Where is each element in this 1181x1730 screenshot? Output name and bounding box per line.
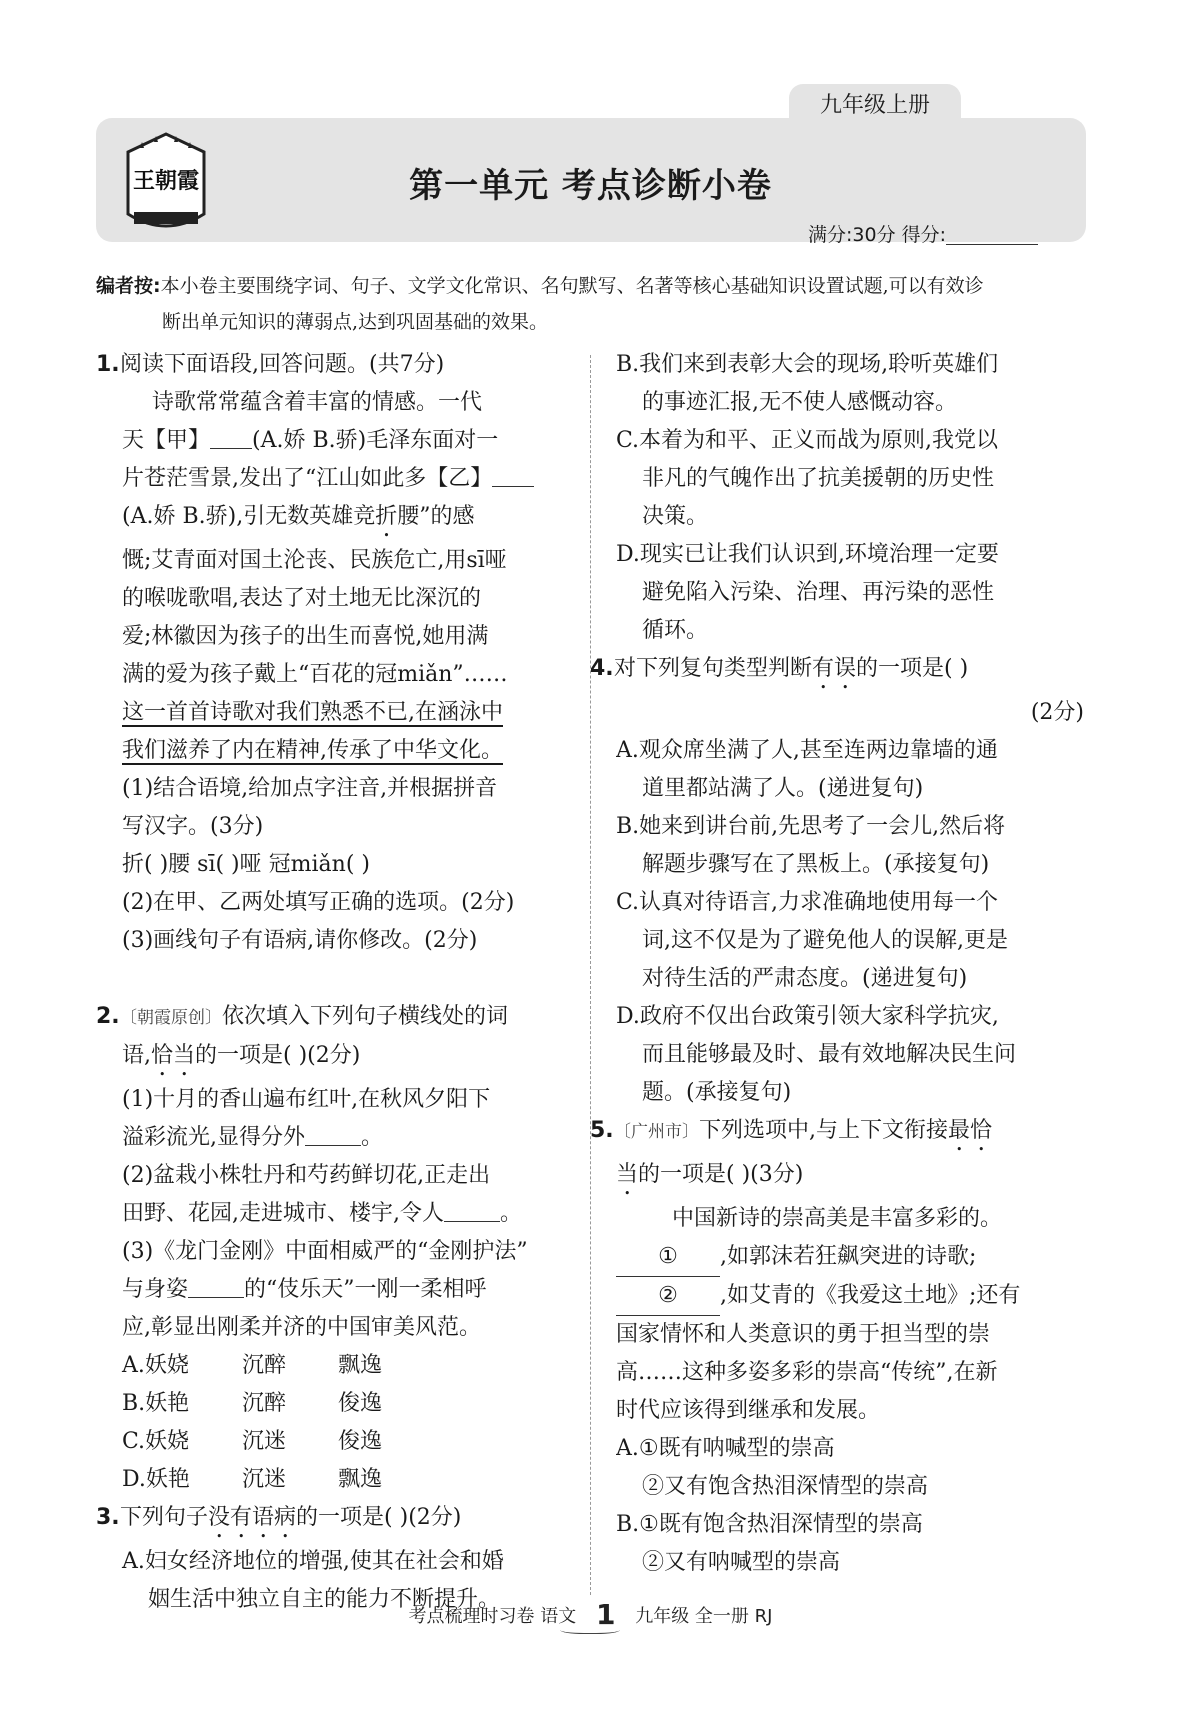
score-blank[interactable] <box>946 225 1038 245</box>
editor-note-line1: 本小卷主要围绕字词、句子、文学文化常识、名句默写、名著等核心基础知识设置试题,可以有效诊 <box>160 275 984 297</box>
option-word: 飘逸 <box>338 1467 383 1492</box>
text: 下列选项中,与上下文衔接 <box>699 1118 948 1143</box>
question-1-prompt <box>96 346 576 384</box>
emphasis-char: 最恰 <box>948 1118 993 1143</box>
q2-sentence: (3)《龙门金刚》中面相威严的“金刚护法” <box>122 1239 528 1264</box>
answer-blank-yi[interactable] <box>492 461 534 487</box>
logo-text: 王朝霞 <box>132 168 200 194</box>
q4-option-b[interactable]: B.她来到讲台前,先思考了一会儿,然后将 <box>616 814 1006 839</box>
question-3-prompt <box>96 1499 576 1543</box>
book-icon <box>560 1624 620 1634</box>
q1-underlined-line <box>96 732 576 770</box>
question-2-prompt <box>96 998 576 1037</box>
q5-passage-line <box>616 1238 1090 1277</box>
q1-sub1-blanks[interactable]: 折( )腰 sī( )哑 冠miǎn( ) <box>122 852 370 877</box>
q3-option-b-cont: 的事迹汇报,无不使人感慨动容。 <box>642 390 957 415</box>
text: 片苍茫雪景,发出了“江山如此多【乙】 <box>122 466 493 491</box>
option-word: 沉醉 <box>242 1353 287 1378</box>
q4-option-b-cont: 解题步骤写在了黑板上。(承接复句) <box>642 852 990 877</box>
q3-option-b[interactable]: B.我们来到表彰大会的现场,聆听英雄们 <box>616 352 999 377</box>
q2-option-d[interactable] <box>96 1461 576 1499</box>
text: 腰”的感 <box>397 504 475 529</box>
text: 的一项是( )(3分) <box>638 1162 804 1187</box>
emphasis-char: 有误 <box>812 656 857 681</box>
option-word: 俊逸 <box>338 1429 383 1454</box>
q4-option-c-cont: 对待生活的严肃态度。(递进复句) <box>642 966 968 991</box>
q3-option-c-cont: 决策。 <box>642 504 709 529</box>
text: 的一项是( )(2分) <box>195 1043 361 1068</box>
text: ,如艾青的《我爱这土地》;还有 <box>720 1283 1021 1308</box>
footer-right: 九年级 全一册 RJ <box>635 1606 773 1627</box>
q4-option-c-cont: 词,这不仅是为了避免他人的误解,更是 <box>642 928 1008 953</box>
q1-sub1: 写汉字。(3分) <box>122 814 264 839</box>
q4-option-d[interactable]: D.政府不仅出台政策引领大家科学抗灾, <box>616 1004 999 1029</box>
q2-prompt-line <box>96 1037 576 1081</box>
q1-underlined-line <box>96 694 576 732</box>
q5-option-a-cont: ②又有饱含热泪深情型的崇高 <box>642 1474 929 1499</box>
answer-blank[interactable] <box>305 1120 361 1146</box>
q3-option-a-cont: 姻生活中独立自主的能力不断提升。 <box>148 1587 501 1612</box>
option-label: B.妖艳 <box>122 1391 190 1416</box>
editor-note-label: 编者按: <box>96 275 161 297</box>
q2-sentence: (2)盆栽小株牡丹和芍药鲜切花,正走出 <box>122 1163 491 1188</box>
q5-option-a[interactable]: A.①既有呐喊型的崇高 <box>616 1436 835 1461</box>
q1-passage-line <box>96 422 576 460</box>
q2-sentence <box>96 1119 576 1157</box>
q3-option-a[interactable]: A.妇女经济地位的增强,使其在社会和婚 <box>122 1549 504 1574</box>
q2-sentence: (1)十月的香山遍布红叶,在秋风夕阳下 <box>122 1087 491 1112</box>
q2-sentence: 应,彰显出刚柔并济的中国审美风范。 <box>122 1315 481 1340</box>
q2-option-a[interactable] <box>96 1347 576 1385</box>
text: 天【甲】 <box>122 428 211 453</box>
source-tag: 〔朝霞原创〕 <box>120 1008 222 1028</box>
emphasis-char: 当 <box>616 1162 639 1187</box>
q1-passage-line <box>96 460 576 498</box>
q3-option-d-cont: 避免陷入污染、治理、再污染的恶性 <box>642 580 995 605</box>
q2-option-b[interactable] <box>96 1385 576 1423</box>
option-label: C.妖娆 <box>122 1429 190 1454</box>
underlined-text: 我们滋养了内在精神,传承了中华文化。 <box>122 738 503 763</box>
option-word: 沉迷 <box>242 1467 287 1492</box>
option-label: A.妖娆 <box>122 1353 189 1378</box>
text: 的一项是( ) <box>856 656 969 681</box>
q5-prompt-line <box>616 1156 1090 1200</box>
text: 语, <box>122 1043 151 1068</box>
text: 的“伎乐天”一刚一柔相呼 <box>244 1277 487 1302</box>
q3-option-c[interactable]: C.本着为和平、正义而战为原则,我党以 <box>616 428 999 453</box>
prompt-text: 依次填入下列句子横线处的词 <box>222 1004 509 1029</box>
q5-passage-line: 国家情怀和人类意识的勇于担当型的崇 <box>616 1322 991 1347</box>
q1-sub3: (3)画线句子有语病,请你修改。(2分) <box>122 928 478 953</box>
q4-option-d-cont: 而且能够最及时、最有效地解决民生问 <box>642 1042 1017 1067</box>
right-column <box>590 346 1090 1582</box>
question-5-prompt <box>590 1112 1090 1156</box>
page-number: 1 <box>595 1598 616 1631</box>
q4-points: (2分) <box>1030 700 1084 725</box>
answer-blank-jia[interactable] <box>210 423 252 449</box>
source-tag: 〔广州市〕 <box>614 1122 699 1142</box>
text: ,如郭沫若狂飙突进的诗歌; <box>720 1244 977 1269</box>
q5-passage-line: 时代应该得到继承和发展。 <box>616 1398 881 1423</box>
question-number: 1. <box>96 352 120 377</box>
q1-passage-line: 慨;艾青面对国土沦丧、民族危亡,用sī哑 <box>122 548 507 573</box>
underlined-text: 这一首首诗歌对我们熟悉不已,在涵泳中 <box>122 700 503 725</box>
page-footer <box>0 1598 1181 1631</box>
emphasis-char: 恰当 <box>151 1043 196 1068</box>
answer-blank-2[interactable]: ② <box>616 1277 720 1316</box>
option-word: 沉醉 <box>242 1391 287 1416</box>
q4-option-c[interactable]: C.认真对待语言,力求准确地使用每一个 <box>616 890 999 915</box>
emphasis-char: 折 <box>375 504 398 529</box>
q3-option-d[interactable]: D.现实已让我们认识到,环境治理一定要 <box>616 542 999 567</box>
text: (A.娇 B.骄),引无数英雄竞 <box>122 504 376 529</box>
page-title: 第一单元 考点诊断小卷 <box>409 166 772 206</box>
q1-passage-line: 的喉咙歌唱,表达了对土地无比深沉的 <box>122 586 481 611</box>
footer-left: 考点梳理时习卷 语文 <box>408 1606 577 1627</box>
text: (A.娇 B.骄)毛泽东面对一 <box>252 428 499 453</box>
option-word: 俊逸 <box>338 1391 383 1416</box>
answer-blank-1[interactable]: ① <box>616 1238 720 1277</box>
q1-sub1: (1)结合语境,给加点字注音,并根据拼音 <box>122 776 498 801</box>
text: 下列句子 <box>120 1505 209 1530</box>
q5-passage-line: 中国新诗的崇高美是丰富多彩的。 <box>672 1206 1003 1231</box>
q1-passage-line <box>96 498 576 542</box>
q5-option-b-cont: ②又有呐喊型的崇高 <box>642 1550 841 1575</box>
q1-passage-line: 诗歌常常蕴含着丰富的情感。一代 <box>152 390 483 415</box>
q1-passage-line: 满的爱为孩子戴上“百花的冠miǎn”…… <box>122 662 508 687</box>
q1-passage-line: 爱;林徽因为孩子的出生而喜悦,她用满 <box>122 624 489 649</box>
option-word: 沉迷 <box>242 1429 287 1454</box>
q2-sentence <box>96 1271 576 1309</box>
q2-option-c[interactable] <box>96 1423 576 1461</box>
prompt-text: 阅读下面语段,回答问题。(共7分) <box>120 352 445 377</box>
question-4-prompt <box>590 650 1090 694</box>
editor-note <box>96 268 1086 340</box>
q4-option-a-cont: 道里都站满了人。(递进复句) <box>642 776 924 801</box>
question-number: 2. <box>96 1004 120 1029</box>
q4-option-d-cont: 题。(承接复句) <box>642 1080 792 1105</box>
column-divider <box>590 355 591 1595</box>
q1-sub2: (2)在甲、乙两处填写正确的选项。(2分) <box>122 890 515 915</box>
q3-option-c-cont: 非凡的气魄作出了抗美援朝的历史性 <box>642 466 995 491</box>
question-number: 5. <box>590 1118 614 1143</box>
question-number: 3. <box>96 1505 120 1530</box>
question-number: 4. <box>590 656 614 681</box>
text: 溢彩流光,显得分外 <box>122 1125 305 1150</box>
left-column <box>96 346 576 1619</box>
text: 的一项是( )(2分) <box>296 1505 462 1530</box>
text: 。 <box>361 1125 384 1150</box>
q5-passage-line: 高……这种多姿多彩的崇高“传统”,在新 <box>616 1360 998 1385</box>
text: 对下列复句类型判断 <box>614 656 813 681</box>
answer-blank[interactable] <box>188 1272 244 1298</box>
score-label: 满分:30分 得分: <box>808 224 947 246</box>
text: 田野、花园,走进城市、楼宇,令人 <box>122 1201 444 1226</box>
text: 。 <box>500 1201 523 1226</box>
q2-sentence <box>96 1195 576 1233</box>
q5-option-b[interactable]: B.①既有饱含热泪深情型的崇高 <box>616 1512 923 1537</box>
q5-passage-line <box>616 1277 1090 1316</box>
q4-option-a[interactable]: A.观众席坐满了人,甚至连两边靠墙的通 <box>616 738 998 763</box>
option-label: D.妖艳 <box>122 1467 190 1492</box>
answer-space[interactable] <box>96 960 576 998</box>
score-line <box>808 220 1038 247</box>
q3-option-d-cont: 循环。 <box>642 618 709 643</box>
emphasis-char: 没有语病 <box>208 1505 297 1530</box>
text: 与身姿 <box>122 1277 189 1302</box>
answer-blank[interactable] <box>444 1196 500 1222</box>
grade-tab: 九年级上册 <box>789 84 961 128</box>
option-word: 飘逸 <box>338 1353 383 1378</box>
editor-note-line2: 断出单元知识的薄弱点,达到巩固基础的效果。 <box>162 311 549 333</box>
